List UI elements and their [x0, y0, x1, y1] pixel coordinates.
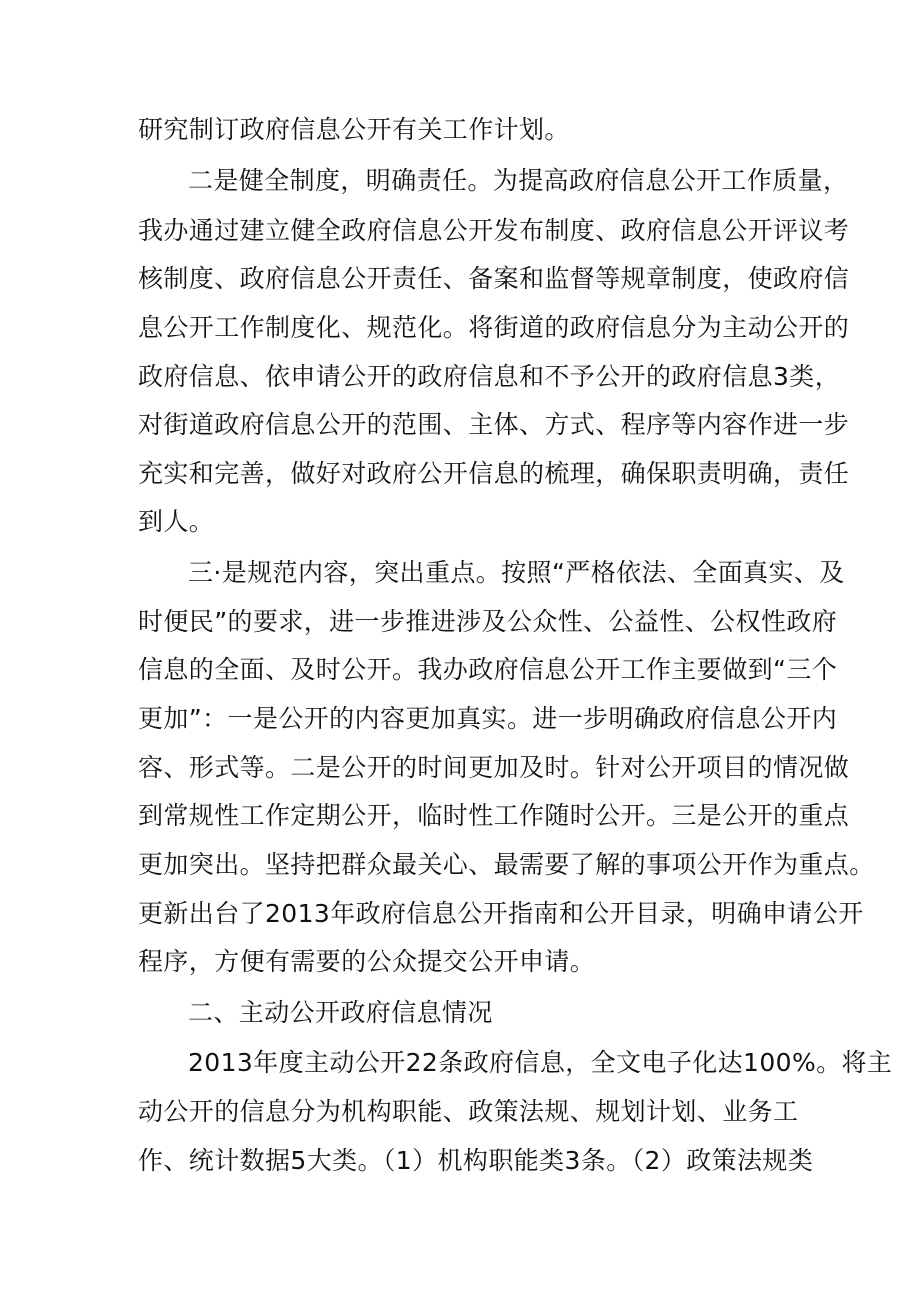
text-line: 更加”：一是公开的内容更加真实。进一步明确政府信息公开内 — [138, 704, 838, 733]
text-line: 动公开的信息分为机构职能、政策法规、规划计划、业务工 — [138, 1097, 799, 1126]
text-line: 更加突出。坚持把群众最关心、最需要了解的事项公开作为重点。 — [138, 850, 875, 879]
text-line: 更新出台了2013年政府信息公开指南和公开目录，明确申请公开 — [138, 899, 864, 928]
text-line: 对街道政府信息公开的范围、主体、方式、程序等内容作进一步 — [138, 410, 850, 439]
text-line: 到常规性工作定期公开，临时性工作随时公开。三是公开的重点 — [138, 801, 850, 830]
text-line: 我办通过建立健全政府信息公开发布制度、政府信息公开评议考 — [138, 216, 850, 245]
text-line: 信息的全面、及时公开。我办政府信息公开工作主要做到“三个 — [138, 655, 838, 684]
paragraph-heading-line: 二是健全制度，明确责任。为提高政府信息公开工作质量， — [188, 166, 849, 195]
text-line: 作、统计数据5大类。（1）机构职能类3条。（2）政策法规类 — [138, 1146, 814, 1175]
section-heading: 二、主动公开政府信息情况 — [188, 998, 493, 1027]
text-line: 时便民”的要求，进一步推进涉及公众性、公益性、公权性政府 — [138, 607, 838, 636]
paragraph-heading-line: 三·是规范内容，突出重点。按照“严格依法、全面真实、及 — [188, 558, 845, 587]
text-line: 息公开工作制度化、规范化。将街道的政府信息分为主动公开的 — [138, 313, 850, 342]
text-line: 充实和完善，做好对政府公开信息的梳理，确保职责明确，责任 — [138, 459, 850, 488]
text-line: 研究制订政府信息公开有关工作计划。 — [138, 115, 570, 144]
text-line: 2013年度主动公开22条政府信息，全文电子化达100%。将主 — [188, 1048, 893, 1077]
text-line: 政府信息、依申请公开的政府信息和不予公开的政府信息3类， — [138, 362, 841, 391]
text-line: 核制度、政府信息公开责任、备案和监督等规章制度，使政府信 — [138, 264, 850, 293]
text-line: 程序，方便有需要的公众提交公开申请。 — [138, 947, 596, 976]
text-line: 容、形式等。二是公开的时间更加及时。针对公开项目的情况做 — [138, 753, 850, 782]
text-line: 到人。 — [138, 507, 215, 536]
